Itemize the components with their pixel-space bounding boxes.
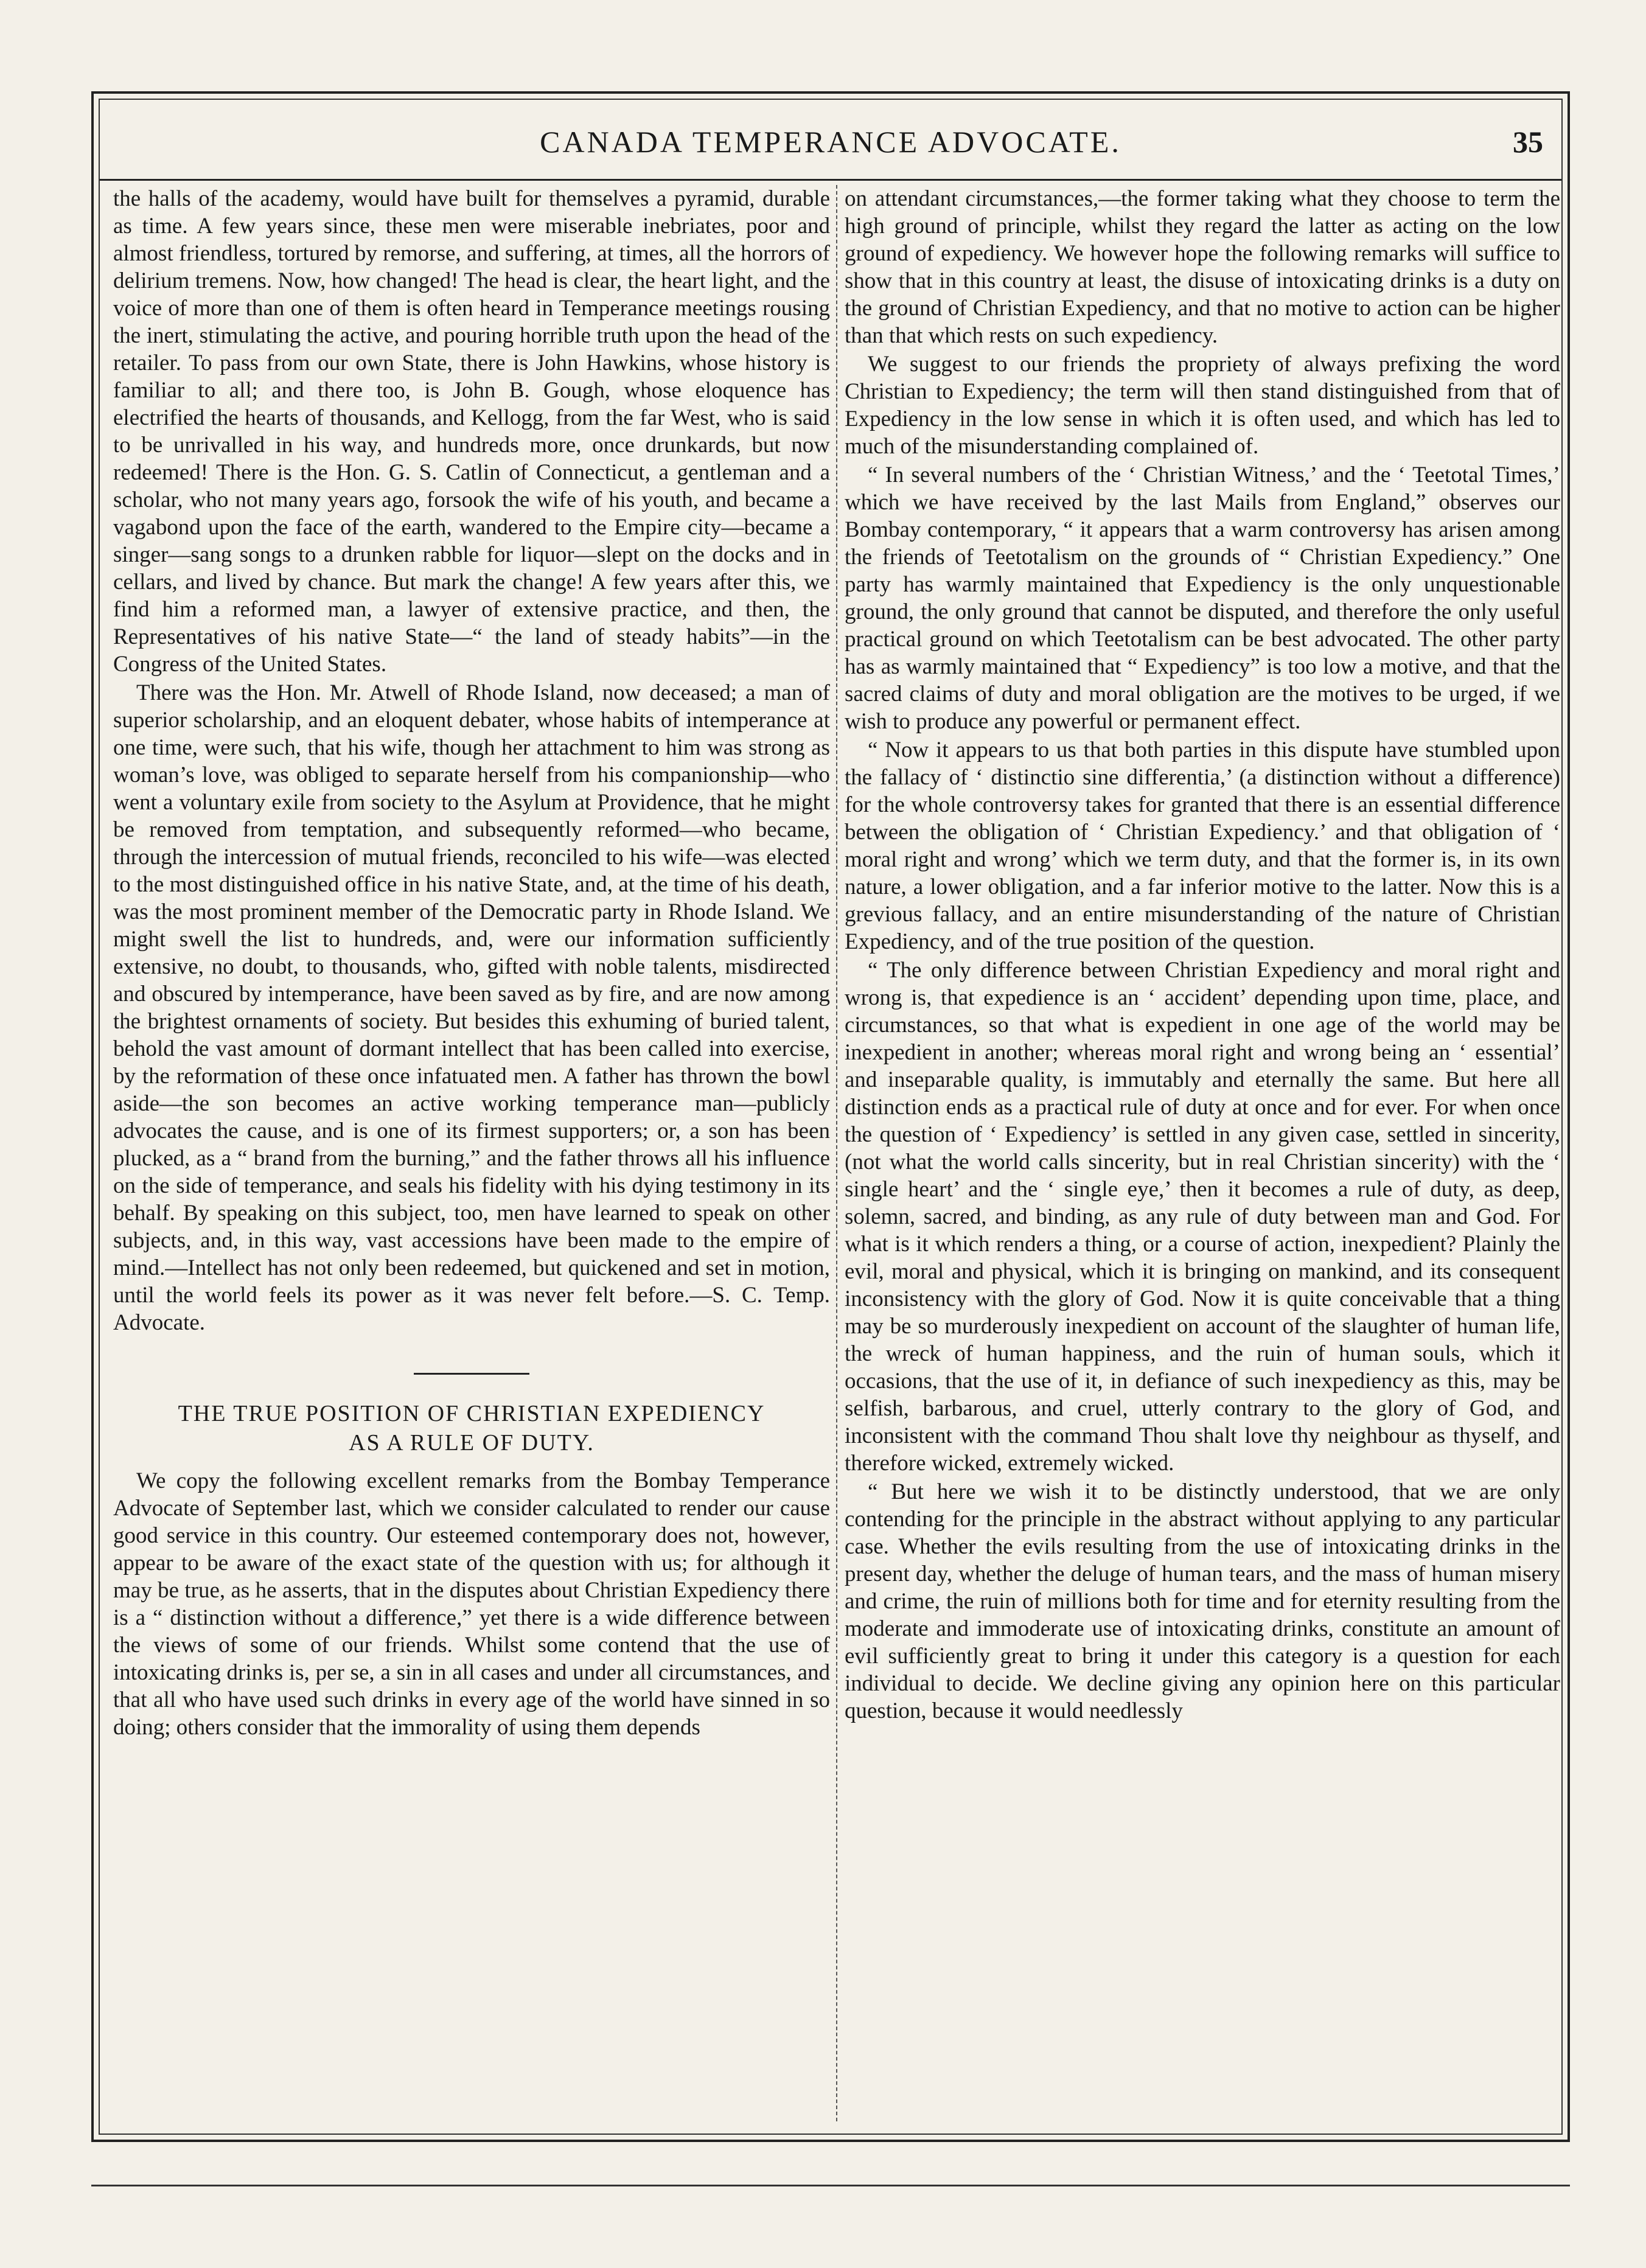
right-paragraph-2: We suggest to our friends the propriety of always prefixing the word Christian to Expediency; the term will then stand distinguished from that of Expediency in the low sense in which it is often used, and which has led to much of the misunderstanding complained of. [845, 352, 1560, 459]
page-number: 35 [1513, 125, 1543, 159]
footer-rule [91, 2185, 1570, 2186]
right-paragraph-4: “ Now it appears to us that both parties in this dispute have stumbled upon the fallacy of ‘ distinctio sine differentia,’ (a distinction without a difference) for the whole controversy takes for granted that there is an essential difference between the obligation of ‘ Christian Expediency.’ and that obligation of ‘ moral right and wrong’ which we term duty, and that the former is, in its own nature, a lower obligation, and a far inferior motive to the latter. Now this is a grevious fallacy, and an entire misunderstanding of the nature of Christian Expediency, and of the true position of the question. [845, 738, 1560, 954]
left-paragraph-3: We copy the following excellent remarks from the Bombay Temperance Advocate of September last, which we consider calculated to render our cause good service in this country. Our esteemed contemporary does not, however, appear to be aware of the exact state of the question with us; for although it may be true, as he asserts, that in the disputes about Christian Expediency there is a “ distinction without a difference,” yet there is a wide difference between the views of some of our friends. Whilst some contend that the use of intoxicating drinks is, per se, a sin in all cases and under all circumstances, and that all who have used such drinks in every age of the world have sinned in so doing; others consider that the immorality of using them depends [113, 1468, 830, 1740]
section-rule [414, 1373, 529, 1375]
article-title-line-1: THE TRUE POSITION OF CHRISTIAN EXPEDIENCY [178, 1401, 765, 1426]
right-paragraph-1: on attendant circumstances,—the former taking what they choose to term the high ground of principle, whilst they regard the latter as acting on the low ground of expediency. We however hope the following remarks will suffice to show that in this country at least, the disuse of intoxicating drinks is a duty on the ground of Christian Expediency, and that no motive to action can be higher than that which rests on such expediency. [845, 186, 1560, 348]
newspaper-page [91, 91, 1570, 2142]
masthead-title: CANADA TEMPERANCE ADVOCATE. [540, 125, 1121, 159]
right-column [845, 185, 1560, 2127]
left-column [113, 185, 830, 2127]
page-frame [99, 99, 1563, 2135]
right-paragraph-5: “ The only difference between Christian Expediency and moral right and wrong is, that expedience is an ‘ accident’ depending upon time, place, and circumstances, so that what is expedient in one age of the world may be inexpedient in another; whereas moral right and wrong being an ‘ essential’ and inseparable quality, is immutably and eternally the same. But here all distinction ends as a practical rule of duty at once and for ever. For when once the question of ‘ Expediency’ is settled in any given case, settled in sincerity, (not what the world calls sincerity, but in real Christian sincerity) with the ‘ single heart’ and the ‘ single eye,’ then it becomes a rule of duty, as deep, solemn, sacred, and binding, as any rule of duty between man and God. For what is it which renders a thing, or a course of action, inexpedient? Plainly the evil, moral and physical, which it is bringing on mankind, and its consequent inconsistency with the glory of God. Now it is quite conceivable that a thing may be so murderously inexpedient on account of the slaughter of human life, the wreck of human happiness, and the ruin of human souls, which it occasions, that the use of it, in defiance of such inexpediency as this, may be selfish, barbarous, and cruel, utterly contrary to the glory of God, and inconsistent with the command Thou shalt love thy neighbour as thyself, and therefore wicked, extremely wicked. [845, 958, 1560, 1476]
article-title [113, 1399, 830, 1457]
left-paragraph-2: There was the Hon. Mr. Atwell of Rhode Island, now deceased; a man of superior scholarship, and an eloquent debater, whose habits of intemperance at one time, were such, that his wife, though her attachment to him was strong as woman’s love, was obliged to separate herself from his companionship—who went a voluntary exile from society to the Asylum at Providence, that he might be removed from temptation, and subsequently reformed—who became, through the intercession of mutual friends, reconciled to his wife—was elected to the most distinguished office in his native State, and, at the time of his death, was the most prominent member of the Democratic party in Rhode Island. We might swell the list to hundreds, and, were our information sufficiently extensive, no doubt, to thousands, who, gifted with noble talents, misdirected and obscured by intemperance, have been saved as by fire, and are now among the brightest ornaments of society. But besides this exhuming of buried talent, behold the vast amount of dormant intellect that has been called into exercise, by the reformation of these once infatuated men. A father has thrown the bowl aside—the son becomes an active working temperance man—publicly advocates the cause, and is one of its firmest supporters; or, a son has been plucked, as a “ brand from the burning,” and the father throws all his influence on the side of temperance, and seals his fidelity with his dying testimony in its behalf. By speaking on this subject, too, men have learned to speak on other subjects, and, in this way, vast accessions have been made to the empire of mind.—Intellect has not only been redeemed, but quickened and set in motion, until the world feels its power as it was never felt before.—S. C. Temp. Advocate. [113, 680, 830, 1335]
column-divider [836, 185, 837, 2121]
right-paragraph-6: “ But here we wish it to be distinctly understood, that we are only contending for the principle in the abstract without applying to any particular case. Whether the evils resulting from the use of intoxicating drinks in the present day, whether the deluge of human tears, and the mass of human misery and crime, the ruin of millions both for time and for eternity resulting from the moderate and immoderate use of intoxicating drinks, constitute an amount of evil sufficiently great to bring it under this category is a question for each individual to decide. We decline giving any opinion here on this particular question, because it would needlessly [845, 1479, 1560, 1723]
left-paragraph-1: the halls of the academy, would have built for themselves a pyramid, durable as time. A few years since, these men were miserable inebriates, poor and almost friendless, tortured by remorse, and suffering, at times, all the horrors of delirium tremens. Now, how changed! The head is clear, the heart light, and the voice of more than one of them is often heard in Temperance meetings rousing the inert, stimulating the active, and pouring horrible truth upon the head of the retailer. To pass from our own State, there is John Hawkins, whose history is familiar to all; and there too, is John B. Gough, whose eloquence has electrified the hearts of thousands, and Kellogg, from the far West, who is said to be unrivalled in his way, and hundreds more, once drunkards, but now redeemed! There is the Hon. G. S. Catlin of Connecticut, a gentleman and a scholar, who not many years ago, forsook the wife of his youth, and became a vagabond upon the face of the earth, wandered to the Empire city—became a singer—sang songs to a drunken rabble for liquor—slept on the docks and in cellars, and lived by chance. But mark the change! A few years after this, we find him a reformed man, a lawyer of extensive practice, and then, the Representatives of his native State—“ the land of steady habits”—in the Congress of the United States. [113, 186, 830, 677]
page-header [100, 100, 1561, 181]
right-paragraph-3: “ In several numbers of the ‘ Christian Witness,’ and the ‘ Teetotal Times,’ which we have received by the last Mails from England,” observes our Bombay contemporary, “ it appears that a warm controversy has arisen among the friends of Teetotalism on the grounds of “ Christian Expediency.” One party has warmly maintained that Expediency is the only unquestionable ground, the only ground that cannot be disputed, and therefore the only useful practical ground on which Teetotalism can be best advocated. The other party has as warmly maintained that “ Expediency” is too low a motive, and that the sacred claims of duty and moral obligation are the motives to be urged, if we wish to produce any powerful or permanent effect. [845, 462, 1560, 734]
article-title-line-2: AS A RULE OF DUTY. [349, 1430, 595, 1456]
